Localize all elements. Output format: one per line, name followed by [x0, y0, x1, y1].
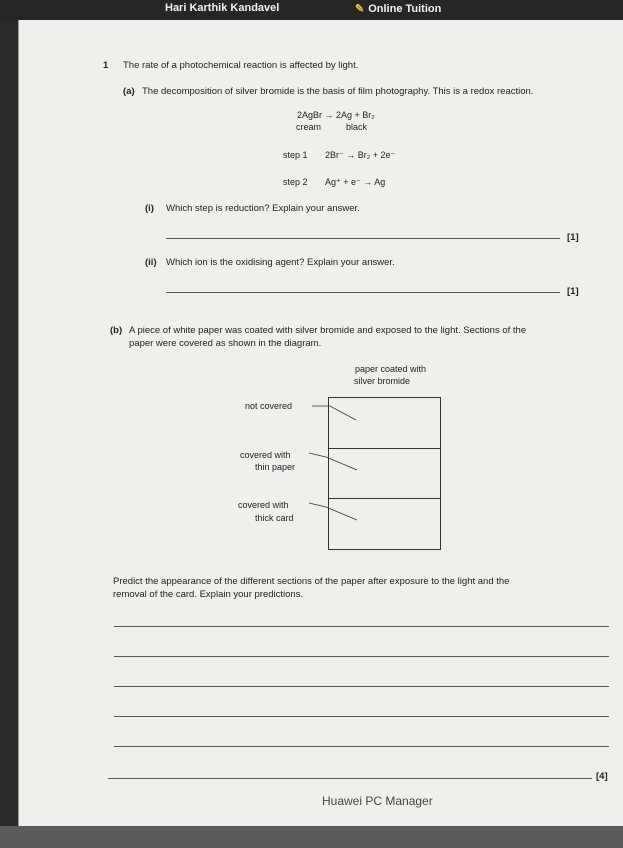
- coated-paper-diagram: [328, 397, 441, 550]
- answer-line-b5[interactable]: [114, 746, 609, 747]
- answer-line-b2[interactable]: [114, 656, 609, 657]
- part-ai-label: (i): [145, 203, 154, 214]
- step1-label: step 1: [283, 150, 308, 160]
- tuition-title: [355, 2, 441, 15]
- watermark: Huawei PC Manager: [322, 794, 433, 808]
- top-bar: [0, 0, 623, 22]
- answer-line-b3[interactable]: [114, 686, 609, 687]
- step2-label: step 2: [283, 177, 308, 187]
- tuition-title-text: Online Tuition: [368, 3, 442, 15]
- equation-label-black: black: [346, 122, 368, 132]
- label-thin-line2: thin paper: [255, 462, 296, 472]
- label-thick-line1: covered with: [238, 500, 289, 510]
- pin-icon: ✎: [355, 3, 365, 15]
- part-ai-text: Which step is reduction? Explain your answer.: [166, 203, 360, 214]
- answer-line-b1[interactable]: [114, 626, 609, 627]
- label-thick-line2: thick card: [255, 513, 294, 523]
- predict-line1: Predict the appearance of the different sections of the paper after exposure to the light and the: [113, 576, 510, 587]
- mark-b: [4]: [596, 771, 608, 782]
- part-b-text-line2: paper were covered as shown in the diagram.: [129, 338, 322, 349]
- main-equation: 2AgBr → 2Ag + Br₂: [297, 110, 375, 120]
- part-aii-text: Which ion is the oxidising agent? Explain your answer.: [166, 257, 395, 268]
- answer-line-b4[interactable]: [114, 716, 609, 717]
- answer-line-aii[interactable]: [166, 292, 560, 293]
- mark-ai: [1]: [567, 232, 579, 243]
- section-divider: [329, 448, 440, 449]
- answer-line-b6[interactable]: [108, 778, 592, 779]
- label-thin-line1: covered with: [240, 450, 291, 460]
- predict-line2: removal of the card. Explain your predictions.: [113, 589, 304, 600]
- exam-paper: [18, 20, 623, 828]
- question-stem: The rate of a photochemical reaction is affected by light.: [123, 60, 359, 71]
- part-a-text: The decomposition of silver bromide is the basis of film photography. This is a redox reaction.: [142, 86, 534, 97]
- part-b-text-line1: A piece of white paper was coated with silver bromide and exposed to the light. Sections of the: [129, 325, 527, 336]
- diagram-title-line1: paper coated with: [355, 364, 427, 374]
- equation-label-cream: cream: [296, 122, 322, 132]
- part-aii-label: (ii): [145, 257, 157, 268]
- part-b-label: (b): [110, 325, 123, 336]
- mark-aii: [1]: [567, 286, 579, 297]
- step2-equation: Ag⁺ + e⁻ → Ag: [325, 177, 386, 187]
- desk-edge: [0, 826, 623, 848]
- section-divider: [329, 498, 440, 499]
- part-a-label: (a): [123, 86, 135, 97]
- question-number: 1: [103, 60, 109, 71]
- step1-equation: 2Br⁻ → Br₂ + 2e⁻: [325, 150, 396, 160]
- diagram-title-line2: silver bromide: [354, 376, 411, 386]
- label-not-covered: not covered: [245, 401, 293, 411]
- tutor-name: Hari Karthik Kandavel: [165, 2, 280, 14]
- answer-line-ai[interactable]: [166, 238, 560, 239]
